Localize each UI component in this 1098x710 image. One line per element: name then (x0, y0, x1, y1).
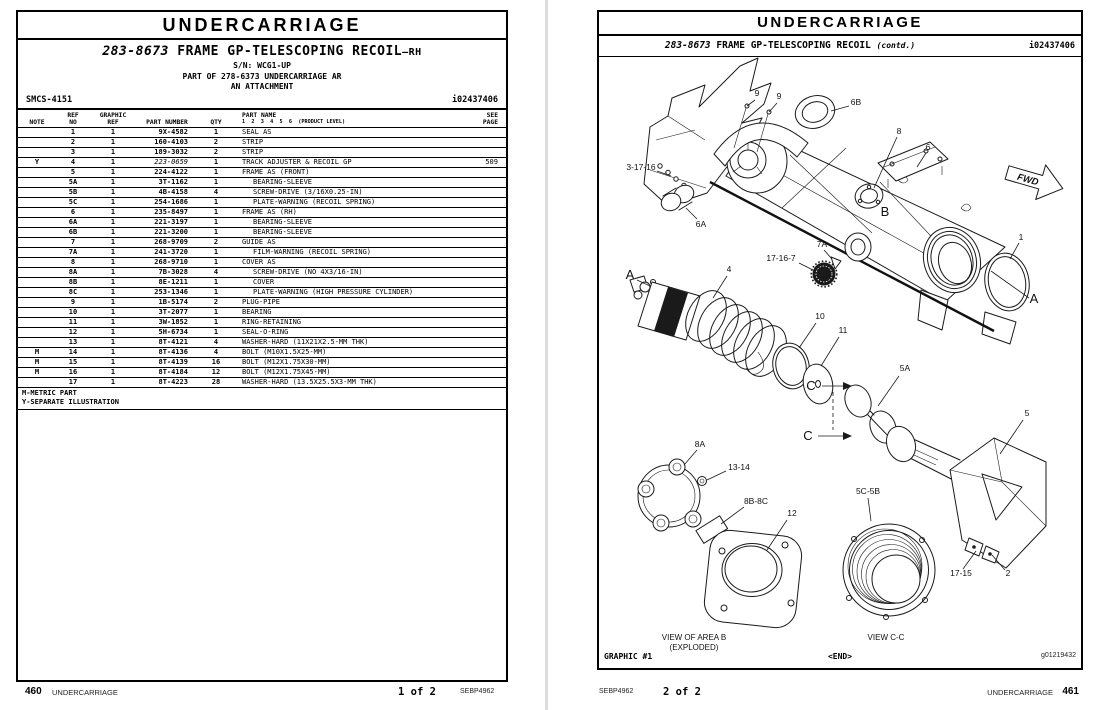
parts-cell: 8E-1211 (158, 277, 188, 286)
parts-table-row (18, 128, 506, 138)
col-part-number: PART NUMBER (146, 118, 188, 126)
parts-table-row (18, 358, 506, 368)
parts-table-row (18, 168, 506, 178)
parts-cell (18, 198, 56, 207)
page-divider (545, 0, 548, 710)
parts-cell (462, 348, 506, 357)
parts-cell: 16 (68, 367, 78, 376)
parts-cell (462, 268, 506, 277)
parts-cell: 268-9709 (154, 237, 188, 246)
col-part-name: PART NAME 1 2 3 4 5 6 (PRODUCT LEVEL) (234, 112, 462, 126)
parts-cell: M (34, 367, 40, 376)
parts-table-row (18, 328, 506, 338)
parts-cell: 1 (110, 287, 116, 296)
knurled-adjuster (811, 257, 841, 287)
parts-cell: 1 (70, 127, 76, 136)
parts-cell: 8T-4136 (158, 347, 188, 356)
callout-8B-8C: 8B-8C (743, 496, 769, 506)
parts-cell: SEAL AS (242, 127, 272, 136)
parts-cell: 8C (68, 287, 78, 296)
parts-cell: COVER (253, 277, 275, 286)
assembly-part-number: 283-8673 (664, 40, 711, 51)
parts-cell (462, 288, 506, 297)
parts-cell: 1 (213, 167, 219, 176)
contd-label: (contd.) (876, 41, 916, 50)
parts-cell: 12 (68, 327, 78, 336)
page-number: 461 (1062, 686, 1079, 697)
callout-6: 6 (925, 142, 931, 152)
callout-9: 9 (776, 91, 782, 101)
parts-cell: PLATE-WARNING (RECOIL SPRING) (253, 197, 376, 206)
smcs-row (18, 93, 506, 110)
parts-cell: 8T-4139 (158, 357, 188, 366)
parts-table-row (18, 348, 506, 358)
right-page-footer (597, 686, 1079, 702)
exploded-diagram (599, 12, 1081, 668)
parts-cell: 5A (68, 177, 78, 186)
parts-cell (18, 128, 56, 137)
parts-cell: 221-3197 (154, 217, 188, 226)
parts-cell: 509 (485, 157, 498, 166)
parts-cell: SCREW-DRIVE (NO 4X3/16-IN) (253, 267, 363, 276)
parts-cell (462, 178, 506, 187)
parts-table-row (18, 298, 506, 308)
ring-nut-view-cc (843, 524, 935, 620)
parts-cell: 3T-1162 (158, 177, 188, 186)
parts-cell (18, 188, 56, 197)
parts-cell: 1 (213, 327, 219, 336)
recoil-spring-assembly-4 (630, 276, 795, 383)
parts-cell: 4 (213, 347, 219, 356)
left-page-subtitle (18, 40, 506, 93)
page-number: 460 (25, 686, 42, 697)
parts-table-row (18, 188, 506, 198)
parts-table-row (18, 248, 506, 258)
parts-cell: BOLT (M12X1.75X45-MM) (242, 367, 331, 376)
parts-cell: FILM-WARNING (RECOIL SPRING) (253, 247, 372, 256)
callout-11: 11 (838, 325, 848, 335)
parts-cell: PLATE-WARNING (HIGH PRESSURE CYLINDER) (253, 287, 414, 296)
parts-table-row (18, 258, 506, 268)
parts-cell: 241-3720 (154, 247, 188, 256)
parts-cell (18, 218, 56, 227)
parts-cell: 1 (213, 217, 219, 226)
assembly-heading (18, 43, 506, 61)
diagram-caption-row (599, 652, 1081, 665)
parts-cell (462, 298, 506, 307)
callout-17-16-7: 17-16-7 (766, 253, 796, 263)
assembly-title: FRAME GP-TELESCOPING RECOIL (177, 44, 403, 59)
parts-cell: 1 (110, 317, 116, 326)
parts-cell: BOLT (M10X1.5X25-MM) (242, 347, 327, 356)
parts-cell: 9X-4582 (158, 127, 188, 136)
parts-cell (462, 168, 506, 177)
parts-table-row (18, 198, 506, 208)
section-name: UNDERCARRIAGE (52, 688, 118, 697)
parts-cell: BEARING-SLEEVE (253, 227, 313, 236)
sleeve-ring-6B (791, 91, 839, 134)
col-note: NOTE (29, 118, 45, 126)
callout-7A: 7A (816, 239, 828, 249)
parts-cell: WASHER-HARD (11X21X2.5-MM THK) (242, 337, 369, 346)
callout-6B: 6B (850, 97, 862, 107)
parts-cell: 189-3032 (154, 147, 188, 156)
parts-cell (18, 168, 56, 177)
parts-cell: 7 (70, 237, 76, 246)
parts-cell (462, 368, 506, 377)
parts-cell: 224-4122 (154, 167, 188, 176)
parts-table-row (18, 148, 506, 158)
parts-cell (18, 148, 56, 157)
parts-cell: FRAME AS (FRONT) (242, 167, 310, 176)
parts-cell: 235-8497 (154, 207, 188, 216)
parts-cell: GUIDE AS (242, 237, 276, 246)
parts-cell: 221-3200 (154, 227, 188, 236)
parts-cell (462, 308, 506, 317)
parts-cell: Y (34, 157, 40, 166)
parts-cell: 1 (110, 207, 116, 216)
parts-table-row (18, 238, 506, 248)
parts-cell (462, 198, 506, 207)
parts-cell (18, 208, 56, 217)
parts-cell: 1 (110, 187, 116, 196)
callout-A: A (1029, 291, 1039, 306)
parts-cell: 1 (110, 357, 116, 366)
parts-cell: 8B (68, 277, 78, 286)
parts-cell: 10 (68, 307, 78, 316)
beam-bearing-bore (845, 233, 871, 261)
parts-cell: 12 (211, 367, 221, 376)
parts-table-row (18, 218, 506, 228)
parts-cell (18, 308, 56, 317)
parts-cell: 1 (110, 307, 116, 316)
parts-cell: 1 (213, 197, 219, 206)
callout-5: 5 (1024, 408, 1030, 418)
parts-cell: M (34, 347, 40, 356)
parts-cell: 1 (110, 347, 116, 356)
parts-cell: 6B (68, 227, 78, 236)
parts-cell: 15 (68, 357, 78, 366)
parts-cell: 4 (70, 157, 76, 166)
parts-cell: 1 (213, 207, 219, 216)
parts-cell: 1 (213, 247, 219, 256)
parts-cell: 1 (213, 157, 219, 166)
callout-12: 12 (787, 508, 797, 518)
left-page (16, 10, 508, 682)
parts-cell: 1 (110, 277, 116, 286)
parts-cell (462, 338, 506, 347)
callout-5C-5B: 5C-5B (855, 486, 881, 496)
parts-cell: 1 (110, 247, 116, 256)
part-of-line: PART OF 278-6373 UNDERCARRIAGE AR (182, 71, 342, 81)
table-notes (18, 388, 506, 410)
parts-cell: 1 (110, 297, 116, 306)
parts-table-row (18, 288, 506, 298)
parts-cell: 3W-1852 (158, 317, 188, 326)
parts-cell: WASHER-HARD (13.5X25.5X3-MM THK) (242, 377, 377, 386)
parts-cell: BEARING-SLEEVE (253, 217, 313, 226)
parts-cell: 5 (70, 167, 76, 176)
callout-C: C (803, 428, 813, 443)
smcs-code: SMCS-4151 (26, 94, 73, 105)
parts-cell: 6A (68, 217, 78, 226)
parts-cell: 1 (110, 327, 116, 336)
parts-table-row (18, 228, 506, 238)
parts-cell (462, 148, 506, 157)
parts-cell: 28 (211, 377, 221, 386)
parts-cell (462, 188, 506, 197)
parts-cell: 7A (68, 247, 78, 256)
parts-cell (462, 328, 506, 337)
parts-cell: 1 (213, 317, 219, 326)
callout-A: A (625, 267, 635, 282)
parts-cell: 1 (213, 287, 219, 296)
parts-cell (18, 378, 56, 387)
parts-cell: 5C (68, 197, 78, 206)
serial-number-line: S/N: WCG1-UP (233, 61, 291, 70)
parts-table-body (18, 128, 506, 388)
manual-code: SEBP4962 (599, 688, 634, 695)
parts-cell: STRIP (242, 147, 264, 156)
parts-cell (18, 178, 56, 187)
callout-8: 8 (896, 126, 902, 136)
callout-9: 9 (754, 88, 760, 98)
parts-cell: 1 (110, 177, 116, 186)
parts-cell: 1 (110, 227, 116, 236)
parts-cell: 1 (110, 237, 116, 246)
parts-cell (462, 258, 506, 267)
parts-cell: 1 (213, 277, 219, 286)
product-level-scale: 1 2 3 4 5 6 (PRODUCT LEVEL) (242, 118, 346, 125)
col-see-page: SEE PAGE (482, 111, 498, 126)
parts-cell (462, 218, 506, 227)
parts-cell: FRAME AS (RH) (242, 207, 297, 216)
parts-cell (462, 128, 506, 137)
col-graphic-ref: GRAPHIC REF (99, 111, 127, 126)
parts-cell (18, 278, 56, 287)
callout-10: 10 (815, 311, 825, 321)
note-separate-illustration: Y-SEPARATE ILLUSTRATION (22, 397, 119, 406)
parts-cell: 7B-3028 (158, 267, 188, 276)
parts-cell: 1 (110, 367, 116, 376)
right-page-subtitle (599, 36, 1081, 57)
parts-table-row (18, 318, 506, 328)
parts-table-row (18, 368, 506, 378)
parts-cell: 2 (213, 137, 219, 146)
parts-table-row (18, 278, 506, 288)
parts-cell (18, 328, 56, 337)
parts-cell: 17 (68, 377, 78, 386)
callout-3-17-16: 3-17-16 (626, 162, 656, 172)
parts-cell: 1 (213, 307, 219, 316)
parts-cell: 160-4103 (154, 137, 188, 146)
parts-cell: 1 (213, 177, 219, 186)
subtitle-center (599, 36, 981, 56)
note-metric: M-METRIC PART (22, 388, 77, 397)
seal-flange-12 (702, 528, 803, 629)
callout-C: C (806, 378, 816, 393)
parts-cell: 1 (213, 227, 219, 236)
parts-cell (462, 238, 506, 247)
assembly-title: FRAME GP-TELESCOPING RECOIL (716, 40, 871, 51)
parts-cell (18, 238, 56, 247)
parts-cell: 4 (213, 187, 219, 196)
callout-17-15: 17-15 (950, 568, 972, 578)
parts-cell: 1 (110, 257, 116, 266)
parts-table-row (18, 268, 506, 278)
parts-cell (462, 208, 506, 217)
parts-cell: BEARING-SLEEVE (253, 177, 313, 186)
parts-cell: 9 (70, 297, 76, 306)
parts-cell: 3T-2077 (158, 307, 188, 316)
assembly-title-suffix: –RH (402, 47, 422, 58)
parts-table-row (18, 158, 506, 168)
parts-cell: 11 (68, 317, 78, 326)
parts-cell: 8T-4223 (158, 377, 188, 386)
callout-8A: 8A (694, 439, 706, 449)
fwd-label: FWD (1015, 171, 1040, 189)
parts-cell (18, 318, 56, 327)
parts-table-row (18, 208, 506, 218)
parts-cell (18, 258, 56, 267)
view-caption: VIEW C-C (867, 633, 905, 642)
parts-cell: 4 (213, 337, 219, 346)
attachment-line: AN ATTACHMENT (230, 82, 294, 91)
left-page-footer (16, 686, 508, 702)
callout-2: 2 (1005, 568, 1011, 578)
callout-4: 4 (726, 264, 732, 274)
sheet-indicator: 2 of 2 (663, 686, 701, 698)
parts-cell: TRACK ADJUSTER & RECOIL GP (242, 157, 352, 166)
right-page (597, 10, 1083, 670)
parts-cell: COVER AS (242, 257, 276, 266)
left-page-title: UNDERCARRIAGE (18, 12, 506, 40)
parts-cell (18, 288, 56, 297)
parts-cell (462, 228, 506, 237)
end-marker: <END> (827, 652, 853, 661)
parts-cell: SCREW-DRIVE (3/16X0.25-IN) (253, 187, 363, 196)
parts-cell: PLUG-PIPE (242, 297, 280, 306)
parts-table-header (18, 110, 506, 128)
parts-cell: 2 (213, 237, 219, 246)
parts-cell: BEARING (242, 307, 272, 316)
sheet-indicator: 1 of 2 (398, 686, 436, 698)
assembly-part-number: 283-8673 (102, 44, 169, 59)
parts-cell: 13 (68, 337, 78, 346)
parts-cell: 1 (110, 147, 116, 156)
parts-cell: 3 (70, 147, 76, 156)
parts-cell: 8T-4121 (158, 337, 188, 346)
parts-cell: M (34, 357, 40, 366)
parts-cell: 1 (110, 377, 116, 386)
parts-cell: 8A (68, 267, 78, 276)
section-name: UNDERCARRIAGE (987, 688, 1053, 697)
parts-cell: SEAL-O-RING (242, 327, 289, 336)
parts-cell: 2 (213, 297, 219, 306)
parts-cell (462, 248, 506, 257)
parts-cell: 1 (110, 217, 116, 226)
parts-cell: 1 (110, 267, 116, 276)
col-qty: QTY (210, 118, 222, 126)
parts-cell (462, 318, 506, 327)
parts-cell: 1 (213, 257, 219, 266)
parts-cell: BOLT (M12X1.75X30-MM) (242, 357, 331, 366)
parts-cell: 8 (70, 257, 76, 266)
parts-table-row (18, 178, 506, 188)
fwd-arrow (1002, 155, 1068, 206)
parts-table-row (18, 378, 506, 388)
parts-cell: 253-1346 (154, 287, 188, 296)
parts-cell: 1 (110, 127, 116, 136)
parts-cell: 14 (68, 347, 78, 356)
parts-cell: 1 (110, 157, 116, 166)
parts-cell (18, 298, 56, 307)
parts-cell: 5B (68, 187, 78, 196)
parts-cell: 254-1686 (154, 197, 188, 206)
parts-cell: 1B-5174 (158, 297, 188, 306)
parts-cell (18, 268, 56, 277)
parts-cell: 2 (213, 147, 219, 156)
parts-table-row (18, 338, 506, 348)
parts-cell: 4B-4158 (158, 187, 188, 196)
callout-13-14: 13-14 (728, 462, 750, 472)
parts-cell (462, 278, 506, 287)
parts-cell (462, 138, 506, 147)
callout-6A: 6A (695, 219, 707, 229)
parts-cell (18, 248, 56, 257)
parts-cell: 16 (211, 357, 221, 366)
parts-cell: 1 (110, 337, 116, 346)
parts-cell: 6 (70, 207, 76, 216)
parts-table-row (18, 308, 506, 318)
parts-cell: STRIP (242, 137, 264, 146)
callout-B: B (880, 204, 890, 219)
parts-cell: RING-RETAINING (242, 317, 302, 326)
graphic-id: g01219432 (1040, 652, 1076, 659)
mounting-bracket-6 (878, 142, 948, 188)
parts-cell (18, 338, 56, 347)
parts-table-row (18, 138, 506, 148)
parts-cell: 2 (70, 137, 76, 146)
parts-cell (462, 378, 506, 387)
parts-cell: 1 (110, 137, 116, 146)
right-page-title: UNDERCARRIAGE (599, 12, 1081, 36)
parts-cell (18, 138, 56, 147)
graphic-label: GRAPHIC #1 (604, 652, 653, 661)
doc-id: i02437406 (1028, 41, 1075, 51)
callout-5A: 5A (899, 363, 911, 373)
doc-id: i02437406 (451, 94, 498, 105)
parts-cell (462, 358, 506, 367)
parts-cell: 8T-4184 (158, 367, 188, 376)
view-caption: VIEW OF AREA B (661, 633, 727, 642)
parts-cell: 4 (213, 267, 219, 276)
parts-cell (18, 228, 56, 237)
parts-cell: 1 (110, 197, 116, 206)
parts-cell: 268-9710 (154, 257, 188, 266)
parts-cell: 1 (110, 167, 116, 176)
col-ref-no: REF NO (67, 111, 79, 126)
parts-cell: 5H-6734 (158, 327, 188, 336)
parts-cell: 1 (213, 127, 219, 136)
cover-8A-exploded-view (638, 459, 707, 531)
parts-cell: 223-0659 (154, 157, 188, 166)
view-caption: (EXPLODED) (669, 643, 719, 652)
manual-code: SEBP4962 (460, 688, 495, 695)
callout-1: 1 (1018, 232, 1024, 242)
